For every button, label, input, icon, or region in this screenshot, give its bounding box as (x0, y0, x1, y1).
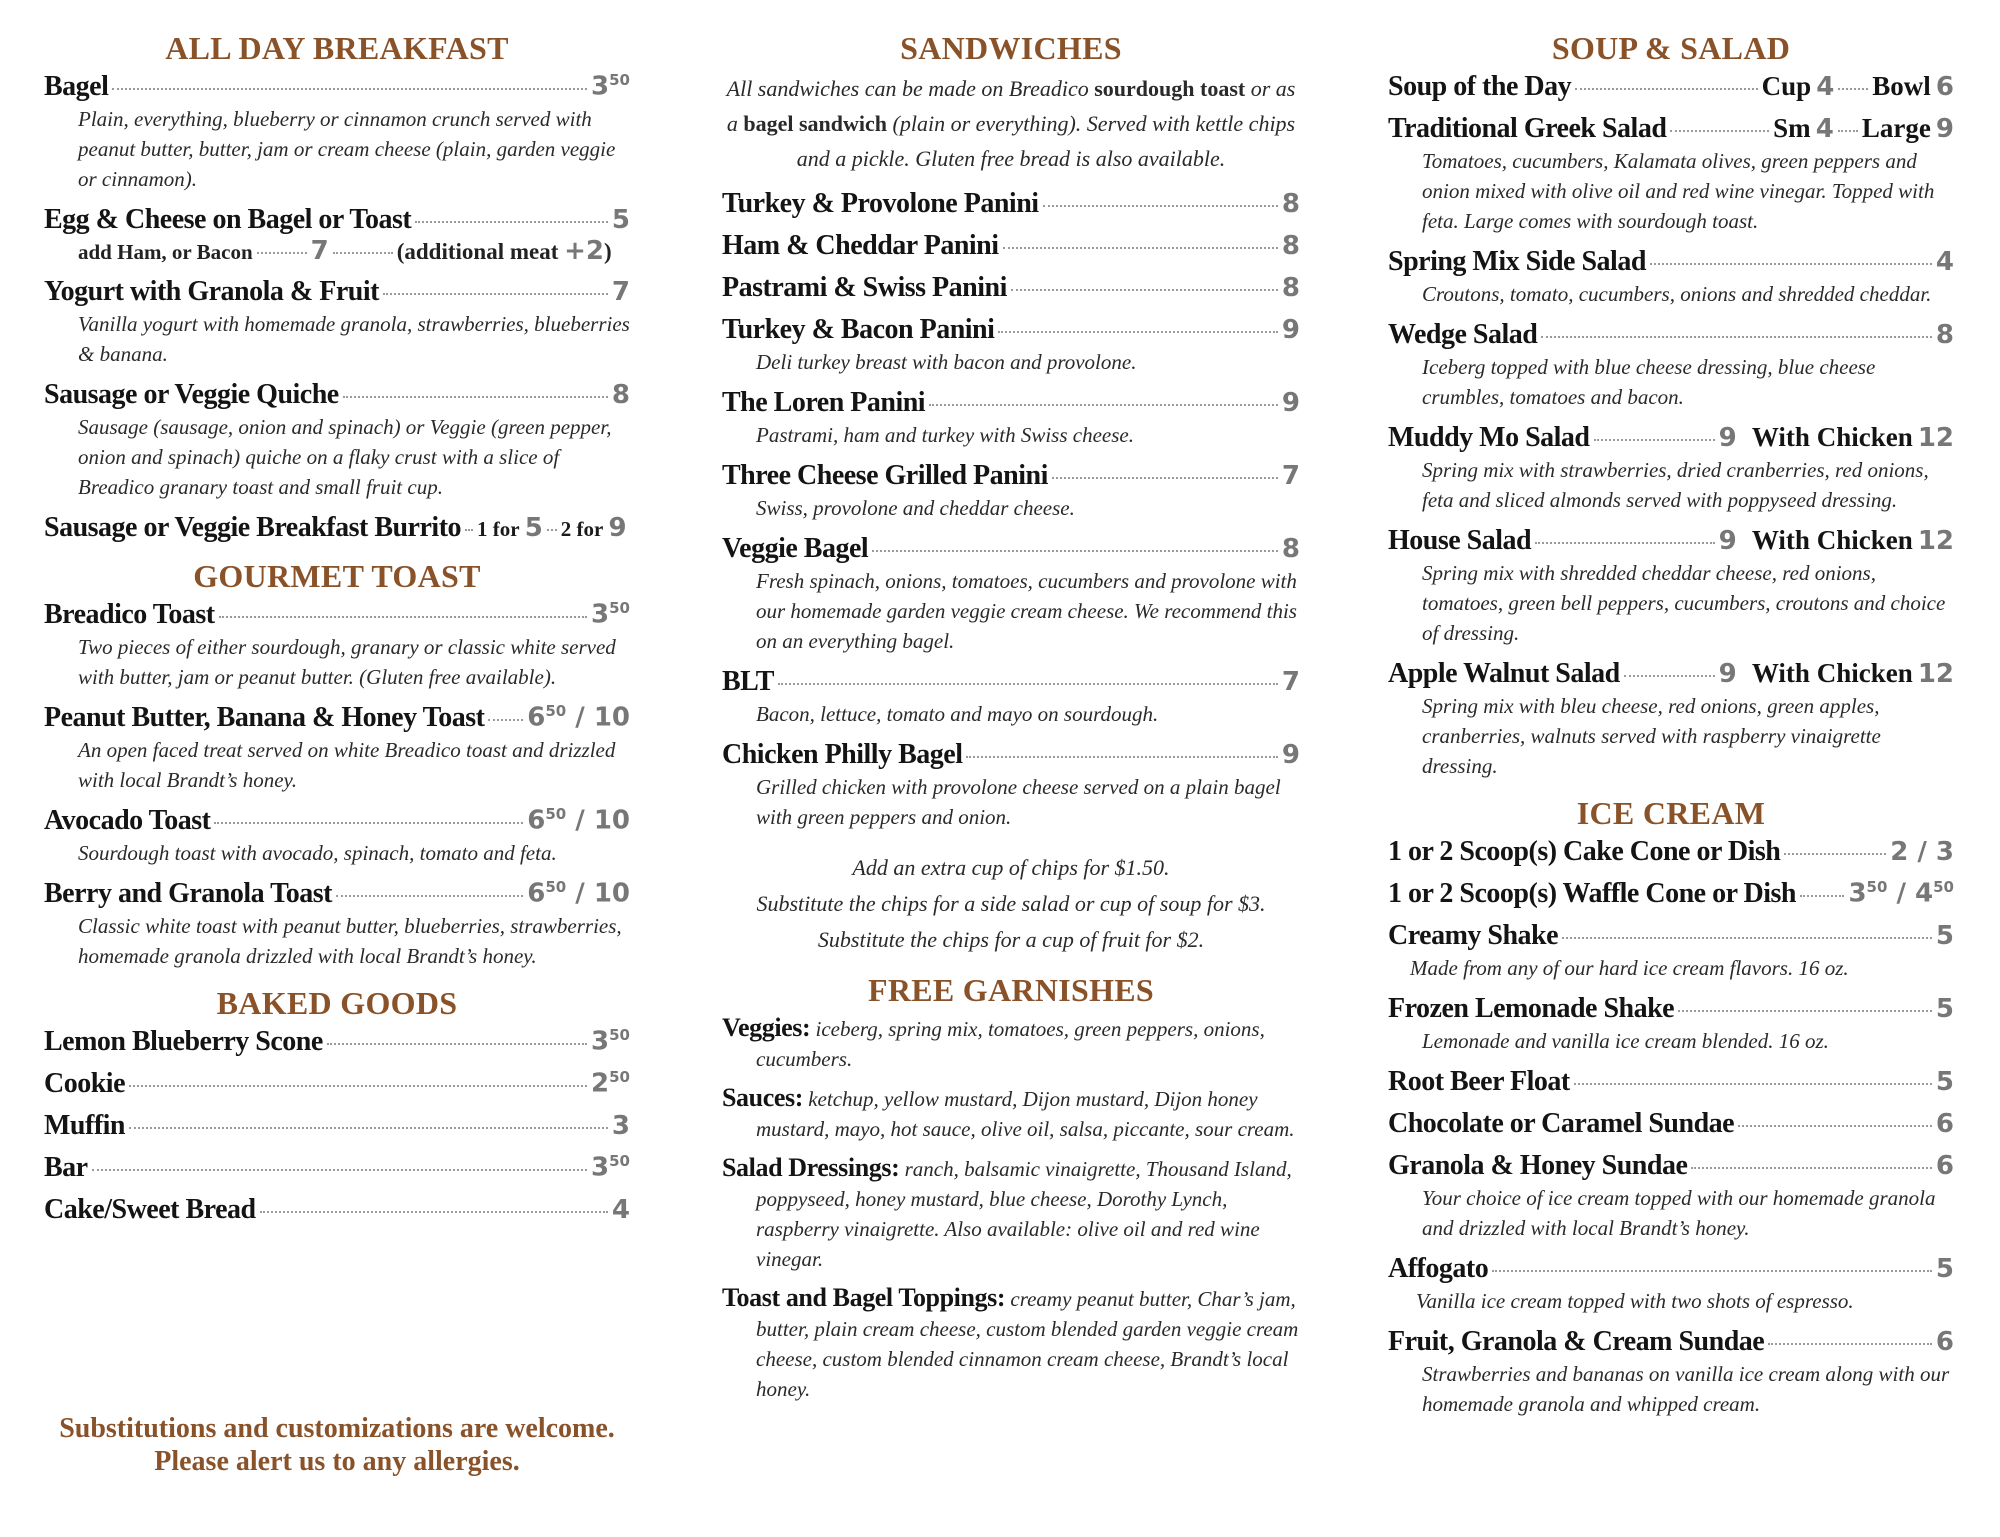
item-name: Lemon Blueberry Scone (44, 1026, 323, 1057)
menu-item-burrito (44, 512, 630, 544)
item-name: Berry and Granola Toast (44, 878, 332, 909)
dot-leader (336, 895, 523, 897)
item-price: 9 (1281, 740, 1300, 770)
price-label: Sm (1773, 113, 1811, 143)
item-price: 7 (1281, 667, 1300, 697)
item-description: Swiss, provolone and cheddar cheese. (756, 496, 1075, 520)
dot-leader (1678, 1010, 1932, 1012)
item-name: Three Cheese Grilled Panini (722, 460, 1048, 491)
item-name: Soup of the Day (1388, 71, 1572, 102)
item-name: Cake/Sweet Bread (44, 1194, 256, 1225)
item-price: 4 (611, 1195, 630, 1225)
item-description: Spring mix with bleu cheese, red onions, green apples, cranberries, walnuts served with raspberry vinaigrette dressing. (1422, 694, 1881, 778)
item-name: Peanut Butter, Banana & Honey Toast (44, 702, 485, 733)
item-description: Vanilla ice cream topped with two shots of espresso. (1416, 1289, 1854, 1313)
extras-line: Add an extra cup of chips for $1.50. (852, 855, 1170, 880)
menu-item-muddy-mo (1388, 422, 1954, 515)
item-price: $3^{50}$ (591, 599, 630, 630)
menu-item-scone (44, 1026, 630, 1058)
menu-item-muffin (44, 1110, 630, 1142)
item-name: Sausage or Veggie Quiche (44, 379, 339, 410)
item-name: Frozen Lemonade Shake (1388, 993, 1675, 1024)
dot-leader (1650, 263, 1932, 265)
item-name: Creamy Shake (1388, 920, 1559, 951)
dot-leader (214, 822, 523, 824)
menu-item-loren (722, 387, 1300, 450)
item-name: Apple Walnut Salad (1388, 658, 1620, 689)
item-name: Sausage or Veggie Breakfast Burrito (44, 512, 462, 543)
item-name: Traditional Greek Salad (1388, 113, 1667, 144)
dot-leader (92, 1169, 587, 1171)
item-name: Granola & Honey Sundae (1388, 1150, 1688, 1181)
price-label: With Chicken (1751, 422, 1913, 452)
item-price: 3 (611, 1111, 630, 1141)
item-price: 8 (1281, 273, 1300, 303)
garnish-toppings: Toast and Bagel Toppings: creamy peanut butter, Char’s jam, butter, plain cream cheese, custom blended garden veggie cream cheese, custom blended cinnamon cream cheese, Brandt’s local honey. (722, 1283, 1299, 1401)
dot-leader (1838, 130, 1858, 132)
menu-item-yogurt (44, 276, 630, 369)
item-description: An open faced treat served on white Breadico toast and drizzled with local Brandt’s honey. (78, 738, 616, 792)
item-name: House Salad (1388, 525, 1532, 556)
item-price: 12 (1917, 526, 1954, 556)
price-label: Bowl (1872, 71, 1931, 101)
item-price: 6 (1935, 1151, 1954, 1181)
addon-note: (additional meat +2) (396, 236, 612, 266)
item-price: 9 (1718, 423, 1737, 453)
price-label: 2 for (560, 517, 604, 541)
item-price: 9 (1718, 526, 1737, 556)
dot-leader (1492, 1270, 1932, 1272)
dot-leader (488, 719, 523, 721)
item-name: Ham & Cheddar Panini (722, 230, 999, 261)
item-price: 4 (1816, 72, 1835, 102)
item-price: 9 (1935, 114, 1954, 144)
item-price: 12 (1917, 659, 1954, 689)
item-price: $6^{50} / 10$ (527, 805, 630, 836)
item-name: Turkey & Bacon Panini (722, 314, 995, 345)
item-price: 2 / 3 (1890, 837, 1954, 867)
item-price: 6 (1935, 1327, 1954, 1357)
item-description: Your choice of ice cream topped with our homemade granola and drizzled with local Brandt’s honey. (1422, 1186, 1936, 1240)
dot-leader (1043, 205, 1278, 207)
dot-leader (1562, 937, 1932, 939)
dot-leader (998, 331, 1277, 333)
dot-leader (1768, 1343, 1932, 1345)
item-price: $3^{50}$ (591, 1152, 630, 1183)
dot-leader (333, 252, 393, 254)
menu-item-apple-walnut (1388, 658, 1954, 781)
dot-leader (1624, 675, 1715, 677)
dot-leader (383, 293, 608, 295)
price-label: Large (1861, 113, 1931, 143)
dot-leader (1541, 336, 1932, 338)
dot-leader (1670, 130, 1769, 132)
item-price: $6^{50} / 10$ (527, 878, 630, 909)
dot-leader (1535, 542, 1714, 544)
item-price: 7 (1281, 461, 1300, 491)
item-price: $2^{50}$ (591, 1068, 630, 1099)
item-price: 8 (1935, 320, 1954, 350)
item-description: Sourdough toast with avocado, spinach, tomato and feta. (78, 841, 557, 865)
item-name: Cookie (44, 1068, 125, 1099)
column-middle (722, 30, 1300, 1413)
menu-item-bar (44, 1152, 630, 1184)
item-price: 9 (608, 513, 627, 543)
item-description: Spring mix with strawberries, dried cranberries, red onions, feta and sliced almonds served with poppyseed dressing. (1422, 458, 1929, 512)
dot-leader (1784, 853, 1886, 855)
dot-leader (1800, 895, 1844, 897)
item-price: 9 (1281, 315, 1300, 345)
garnish-sauces: Sauces: ketchup, yellow mustard, Dijon mustard, Dijon honey mustard, mayo, hot sauce, olive oil, salsa, piccante, sour cream. (722, 1083, 1295, 1141)
menu-item-avocado-toast (44, 805, 630, 868)
column-left (44, 30, 630, 1236)
menu-item-creamy-shake (1388, 920, 1954, 983)
dot-leader (112, 88, 587, 90)
item-name: Breadico Toast (44, 599, 215, 630)
item-name: Affogato (1388, 1253, 1489, 1284)
extras-line: Substitute the chips for a side salad or cup of soup for $3. (756, 891, 1266, 916)
item-name: Turkey & Provolone Panini (722, 188, 1039, 219)
menu-item-affogato (1388, 1253, 1954, 1316)
dot-leader (327, 1043, 587, 1045)
item-price: 7 (611, 277, 630, 307)
item-price: 8 (1281, 189, 1300, 219)
price-label: With Chicken (1751, 658, 1913, 688)
menu-item-cookie (44, 1068, 630, 1100)
dot-leader (872, 550, 1278, 552)
item-price: $6^{50} / 10$ (527, 702, 630, 733)
item-name: 1 or 2 Scoop(s) Cake Cone or Dish (1388, 836, 1781, 867)
item-description: Vanilla yogurt with homemade granola, strawberries, blueberries & banana. (78, 312, 630, 366)
sandwich-extras (722, 850, 1300, 958)
item-name: Veggie Bagel (722, 533, 869, 564)
item-name: Chicken Philly Bagel (722, 739, 963, 770)
dot-leader (778, 683, 1278, 685)
item-addon (78, 236, 630, 266)
addon-label: add Ham, or Bacon (78, 240, 253, 264)
item-price: 8 (611, 380, 630, 410)
item-description: Croutons, tomato, cucumbers, onions and shredded cheddar. (1422, 282, 1932, 306)
item-description: Iceberg topped with blue cheese dressing, blue cheese crumbles, tomatoes and bacon. (1422, 355, 1876, 409)
menu-item-cake-cone (1388, 836, 1954, 868)
item-description: Grilled chicken with provolone cheese served on a plain bagel with green peppers and onion. (756, 775, 1281, 829)
menu-item-quiche (44, 379, 630, 502)
item-description: Spring mix with shredded cheddar cheese, red onions, tomatoes, green bell peppers, cucumbers, croutons and choice of dressing. (1422, 561, 1946, 645)
item-description: Made from any of our hard ice cream flavors. 16 oz. (1410, 956, 1849, 980)
menu-item-turkey-provolone (722, 188, 1300, 220)
dot-leader (343, 396, 608, 398)
menu-item-berry-toast (44, 878, 630, 971)
item-price: 5 (524, 513, 543, 543)
menu-item-bagel (44, 71, 630, 194)
menu-item-lemonade-shake (1388, 993, 1954, 1056)
item-price: 6 (1935, 1109, 1954, 1139)
item-price: 9 (1281, 388, 1300, 418)
footer-note (44, 1412, 630, 1478)
item-name: Wedge Salad (1388, 319, 1538, 350)
item-name: Avocado Toast (44, 805, 211, 836)
item-description: Classic white toast with peanut butter, blueberries, strawberries, homemade granola drizzled with local Brandt’s honey. (78, 914, 622, 968)
item-name: Muffin (44, 1110, 125, 1141)
menu-item-fruit-sundae (1388, 1326, 1954, 1419)
item-price: 12 (1917, 423, 1954, 453)
item-name: BLT (722, 666, 774, 697)
dot-leader (1574, 1083, 1932, 1085)
item-price: 5 (1935, 921, 1954, 951)
item-description: Plain, everything, blueberry or cinnamon crunch served with peanut butter, butter, jam or cream cheese (plain, garden veggie or cinnamon). (78, 107, 616, 191)
dot-leader (1011, 289, 1278, 291)
column-right (1388, 30, 1954, 1429)
menu-item-choc-sundae (1388, 1108, 1954, 1140)
menu-item-ham-cheddar (722, 230, 1300, 262)
menu-item-pb-banana-toast (44, 702, 630, 795)
dot-leader (966, 756, 1277, 758)
dot-leader (465, 529, 473, 531)
dot-leader (257, 252, 307, 254)
item-description: Fresh spinach, onions, tomatoes, cucumbers and provolone with our homemade garden veggie cream cheese. We recommend this on an everything bagel. (756, 569, 1297, 653)
menu-item-breadico-toast (44, 599, 630, 692)
section-title-toast: GOURMET TOAST (193, 558, 481, 594)
menu-item-soup (1388, 71, 1954, 103)
item-price: 5 (611, 205, 630, 235)
dot-leader (1738, 1125, 1932, 1127)
menu-item-root-beer-float (1388, 1066, 1954, 1098)
item-price: $3^{50}$ (591, 1026, 630, 1057)
item-name: Fruit, Granola & Cream Sundae (1388, 1326, 1765, 1357)
item-price: 5 (1935, 1254, 1954, 1284)
footer-line: Substitutions and customizations are welcome. (59, 1413, 615, 1444)
item-price: 5 (1935, 994, 1954, 1024)
section-title-garnishes: FREE GARNISHES (867, 972, 1155, 1008)
item-name: Bar (44, 1152, 88, 1183)
item-name: Root Beer Float (1388, 1066, 1570, 1097)
menu-item-egg-cheese (44, 204, 630, 266)
item-description: Deli turkey breast with bacon and provolone. (756, 350, 1137, 374)
dot-leader (1594, 439, 1715, 441)
dot-leader (129, 1085, 587, 1087)
dot-leader (1052, 477, 1278, 479)
addon-price: 7 (310, 236, 329, 266)
item-name: Pastrami & Swiss Panini (722, 272, 1007, 303)
item-price: 8 (1281, 231, 1300, 261)
menu-item-spring-mix (1388, 246, 1954, 309)
item-name: Muddy Mo Salad (1388, 422, 1590, 453)
menu-item-cake (44, 1194, 630, 1226)
item-price: 4 (1935, 247, 1954, 277)
item-price: 9 (1718, 659, 1737, 689)
price-label: Cup (1761, 71, 1812, 101)
sandwiches-intro: All sandwiches can be made on Breadico sourdough toast or as a bagel sandwich (plain or everything). Served with kettle chips and a pickle. Gluten free bread is also available. (726, 76, 1296, 171)
menu-item-house-salad (1388, 525, 1954, 648)
menu-item-chicken-philly (722, 739, 1300, 832)
garnish-veggies: Veggies: iceberg, spring mix, tomatoes, green peppers, onions, cucumbers. (722, 1013, 1265, 1071)
section-title-breakfast: ALL DAY BREAKFAST (165, 30, 509, 66)
menu-item-blt (722, 666, 1300, 729)
item-description: Bacon, lettuce, tomato and mayo on sourdough. (756, 702, 1159, 726)
section-title-ice-cream: ICE CREAM (1576, 795, 1766, 831)
item-name: Bagel (44, 71, 109, 102)
price-label: With Chicken (1751, 525, 1913, 555)
item-description: Tomatoes, cucumbers, Kalamata olives, green peppers and onion mixed with olive oil and red wine vinegar. Topped with feta. Large comes with sourdough toast. (1422, 149, 1935, 233)
item-name: Egg & Cheese on Bagel or Toast (44, 204, 412, 235)
menu-item-pastrami-swiss (722, 272, 1300, 304)
menu-item-wedge (1388, 319, 1954, 412)
menu-item-waffle-cone (1388, 878, 1954, 910)
section-title-sandwiches: SANDWICHES (900, 30, 1122, 66)
dot-leader (219, 616, 587, 618)
item-price: 8 (1281, 534, 1300, 564)
menu-item-granola-sundae (1388, 1150, 1954, 1243)
item-price: 5 (1935, 1067, 1954, 1097)
menu-item-turkey-bacon (722, 314, 1300, 377)
item-name: Spring Mix Side Salad (1388, 246, 1646, 277)
item-price: 6 (1935, 72, 1954, 102)
garnish-dressings: Salad Dressings: ranch, balsamic vinaigrette, Thousand Island, poppyseed, honey mustard, blue cheese, Dorothy Lynch, raspberry vinaigrette. Also available: olive oil and red wine vinegar. (722, 1153, 1292, 1271)
item-price: $3^{50}$ (591, 71, 630, 102)
section-title-soup-salad: SOUP & SALAD (1551, 30, 1791, 66)
item-description: Sausage (sausage, onion and spinach) or Veggie (green pepper, onion and spinach) quiche on a flaky crust with a slice of Breadico granary toast and small fruit cup. (78, 415, 612, 499)
dot-leader (1575, 88, 1757, 90)
item-description: Lemonade and vanilla ice cream blended. 16 oz. (1422, 1029, 1829, 1053)
item-name: Yogurt with Granola & Fruit (44, 276, 379, 307)
item-price: 4 (1815, 114, 1834, 144)
dot-leader (929, 404, 1278, 406)
dot-leader (1003, 247, 1278, 249)
item-name: The Loren Panini (722, 387, 926, 418)
dot-leader (129, 1127, 608, 1129)
price-label: 1 for (477, 517, 520, 541)
dot-leader (1691, 1167, 1932, 1169)
extras-line: Substitute the chips for a cup of fruit for $2. (817, 927, 1205, 952)
item-description: Two pieces of either sourdough, granary or classic white served with butter, jam or peanut butter. (Gluten free available). (78, 635, 616, 689)
item-name: Chocolate or Caramel Sundae (1388, 1108, 1735, 1139)
dot-leader (547, 529, 557, 531)
item-description: Pastrami, ham and turkey with Swiss cheese. (756, 423, 1134, 447)
item-name: 1 or 2 Scoop(s) Waffle Cone or Dish (1388, 878, 1796, 909)
menu-item-veggie-bagel (722, 533, 1300, 656)
dot-leader (260, 1211, 608, 1213)
footer-line: Please alert us to any allergies. (154, 1446, 520, 1477)
section-title-baked: BAKED GOODS (216, 985, 458, 1021)
item-description: Strawberries and bananas on vanilla ice cream along with our homemade granola and whipped cream. (1422, 1362, 1950, 1416)
item-price: $3^{50} / 4^{50}$ (1848, 878, 1954, 909)
dot-leader (1838, 88, 1868, 90)
menu-item-three-cheese (722, 460, 1300, 523)
menu-item-greek-salad (1388, 113, 1954, 236)
dot-leader (415, 221, 608, 223)
